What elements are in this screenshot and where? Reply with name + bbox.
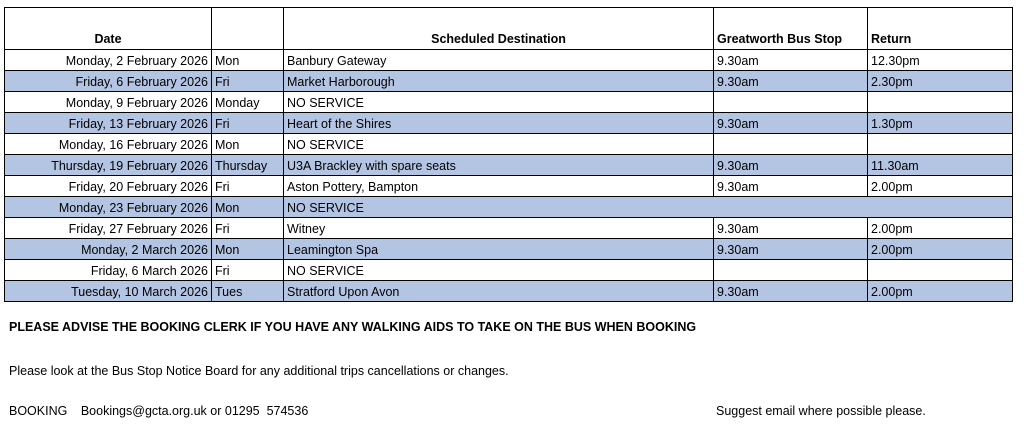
row-return-time — [868, 92, 1013, 113]
row-date: Friday, 27 February 2026 — [5, 218, 212, 239]
table-row — [5, 71, 1013, 92]
header-destination: Scheduled Destination — [284, 8, 714, 50]
row-bus-stop-time: 9.30am — [714, 50, 868, 71]
row-destination: Banbury Gateway — [284, 50, 714, 71]
notice-board-info: Please look at the Bus Stop Notice Board for any additional trips cancellations or changes. — [9, 364, 509, 378]
row-destination: NO SERVICE — [284, 92, 714, 113]
row-destination: Leamington Spa — [284, 239, 714, 260]
table-row — [5, 50, 1013, 71]
row-date: Friday, 6 March 2026 — [5, 260, 212, 281]
row-day: Fri — [212, 218, 284, 239]
row-day: Mon — [212, 134, 284, 155]
booking-line — [9, 404, 308, 418]
header-day — [212, 8, 284, 50]
row-date: Monday, 23 February 2026 — [5, 197, 212, 218]
row-return-time: 2.00pm — [868, 176, 1013, 197]
row-bus-stop-time: 9.30am — [714, 113, 868, 134]
row-bus-stop-time: 9.30am — [714, 176, 868, 197]
row-return-time: 2.00pm — [868, 239, 1013, 260]
header-return: Return — [868, 8, 1013, 50]
row-destination: Aston Pottery, Bampton — [284, 176, 714, 197]
row-bus-stop-time: 9.30am — [714, 281, 868, 302]
row-destination: Witney — [284, 218, 714, 239]
row-day: Fri — [212, 260, 284, 281]
row-day: Mon — [212, 239, 284, 260]
table-row — [5, 239, 1013, 260]
row-bus-stop-time — [714, 92, 868, 113]
row-bus-stop-time: 9.30am — [714, 71, 868, 92]
row-date: Friday, 20 February 2026 — [5, 176, 212, 197]
table-row — [5, 218, 1013, 239]
table-body — [5, 50, 1013, 302]
row-destination: Market Harborough — [284, 71, 714, 92]
row-return-time — [868, 134, 1013, 155]
table-row — [5, 134, 1013, 155]
row-bus-stop-time: 9.30am — [714, 155, 868, 176]
row-day: Fri — [212, 71, 284, 92]
row-day: Fri — [212, 176, 284, 197]
row-destination: NO SERVICE — [284, 197, 1013, 218]
row-date: Monday, 2 February 2026 — [5, 50, 212, 71]
row-return-time — [868, 260, 1013, 281]
header-date: Date — [5, 8, 212, 50]
row-destination: Heart of the Shires — [284, 113, 714, 134]
walking-aids-notice: PLEASE ADVISE THE BOOKING CLERK IF YOU HAVE ANY WALKING AIDS TO TAKE ON THE BUS WHEN BOOKING — [9, 320, 697, 334]
table-row — [5, 281, 1013, 302]
row-day: Monday — [212, 92, 284, 113]
row-date: Monday, 16 February 2026 — [5, 134, 212, 155]
row-day: Mon — [212, 197, 284, 218]
row-date: Tuesday, 10 March 2026 — [5, 281, 212, 302]
row-date: Monday, 9 February 2026 — [5, 92, 212, 113]
table-row — [5, 197, 1013, 218]
row-day: Tues — [212, 281, 284, 302]
row-date: Friday, 13 February 2026 — [5, 113, 212, 134]
row-date: Friday, 6 February 2026 — [5, 71, 212, 92]
row-return-time: 2.30pm — [868, 71, 1013, 92]
table-row — [5, 155, 1013, 176]
row-date: Thursday, 19 February 2026 — [5, 155, 212, 176]
row-bus-stop-time — [714, 260, 868, 281]
booking-label: BOOKING — [9, 404, 68, 418]
row-destination: U3A Brackley with spare seats — [284, 155, 714, 176]
row-bus-stop-time: 9.30am — [714, 239, 868, 260]
row-date: Monday, 2 March 2026 — [5, 239, 212, 260]
row-return-time: 2.00pm — [868, 281, 1013, 302]
row-bus-stop-time: 9.30am — [714, 218, 868, 239]
table-row — [5, 176, 1013, 197]
row-destination: NO SERVICE — [284, 134, 714, 155]
row-destination: NO SERVICE — [284, 260, 714, 281]
table-row — [5, 113, 1013, 134]
row-return-time: 1.30pm — [868, 113, 1013, 134]
row-return-time: 12.30pm — [868, 50, 1013, 71]
table-row — [5, 92, 1013, 113]
booking-or: or — [210, 404, 222, 418]
row-day: Thursday — [212, 155, 284, 176]
booking-email[interactable]: Bookings@gcta.org.uk — [80, 404, 207, 418]
row-return-time: 11.30am — [868, 155, 1013, 176]
row-bus-stop-time — [714, 134, 868, 155]
table-row — [5, 260, 1013, 281]
row-destination: Stratford Upon Avon — [284, 281, 714, 302]
bus-schedule-table — [4, 7, 1013, 302]
booking-phone[interactable]: 01295 574536 — [224, 404, 309, 418]
suggest-email-note: Suggest email where possible please. — [716, 404, 926, 418]
row-return-time: 2.00pm — [868, 218, 1013, 239]
table-header-row — [5, 8, 1013, 50]
row-day: Fri — [212, 113, 284, 134]
row-day: Mon — [212, 50, 284, 71]
header-bus-stop: Greatworth Bus Stop — [714, 8, 868, 50]
